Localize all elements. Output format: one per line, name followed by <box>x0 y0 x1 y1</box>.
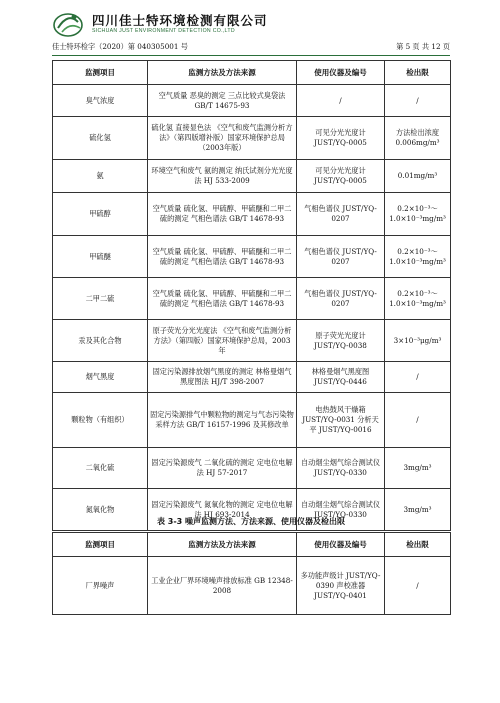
method-cell: 固定污染源排气中颗粒物的测定与气态污染物采样方法 GB/T 16157-1996 及其修改单 <box>148 393 297 448</box>
column-header: 监测项目 <box>53 61 148 85</box>
company-name: 四川佳士特环境检测有限公司 <box>92 13 268 28</box>
column-header: 使用仪器及编号 <box>297 61 385 85</box>
item-cell: 二氧化硫 <box>53 448 148 489</box>
table-row <box>53 278 451 320</box>
instrument-cell: 气相色谱仪 JUST/YQ-0207 <box>297 193 385 236</box>
limit-cell: 0.01mg/m³ <box>385 160 451 193</box>
method-cell: 空气质量 硫化氢、甲硫醇、甲硫醚和二甲二硫的测定 气相色谱法 GB/T 14678-93 <box>148 278 297 320</box>
method-cell: 工业企业厂界环境噪声排放标准 GB 12348-2008 <box>148 557 297 615</box>
method-cell: 固定污染源排放烟气黑度的测定 林格曼烟气黑度图法 HJ/T 398-2007 <box>148 362 297 393</box>
instrument-cell: 气相色谱仪 JUST/YQ-0207 <box>297 236 385 278</box>
limit-cell: / <box>385 393 451 448</box>
limit-cell: 0.2×10⁻³～1.0×10⁻³mg/m³ <box>385 236 451 278</box>
header-divider <box>52 55 450 56</box>
report-header <box>52 8 452 38</box>
column-header: 使用仪器及编号 <box>297 533 385 557</box>
item-cell: 氮氧化物 <box>53 489 148 531</box>
document-number: 佳士特环检字（2020）第 040305001 号 <box>52 42 188 51</box>
method-cell: 空气质量 硫化氢、甲硫醇、甲硫醚和二甲二硫的测定 气相色谱法 GB/T 14678-93 <box>148 236 297 278</box>
table-header-row <box>53 61 451 85</box>
item-cell: 汞及其化合物 <box>53 320 148 362</box>
instrument-cell: 林格曼烟气黑度图 JUST/YQ-0446 <box>297 362 385 393</box>
column-header: 监测方法及方法来源 <box>148 533 297 557</box>
limit-cell: 0.2×10⁻³～1.0×10⁻³mg/m³ <box>385 193 451 236</box>
instrument-cell: 可见分光光度计 JUST/YQ-0005 <box>297 117 385 160</box>
instrument-cell: 可见分光光度计 JUST/YQ-0005 <box>297 160 385 193</box>
table-row <box>53 393 451 448</box>
limit-cell: 3×10⁻³μg/m³ <box>385 320 451 362</box>
limit-cell: 3mg/m³ <box>385 489 451 531</box>
table-row <box>53 320 451 362</box>
column-header: 监测方法及方法来源 <box>148 61 297 85</box>
method-cell: 环境空气和废气 氨的测定 纳氏试剂分光光度法 HJ 533-2009 <box>148 160 297 193</box>
instrument-cell: 原子荧光光度计 JUST/YQ-0038 <box>297 320 385 362</box>
table-row <box>53 448 451 489</box>
table-row <box>53 193 451 236</box>
method-cell: 固定污染源废气 二氧化硫的测定 定电位电解法 HJ 57-2017 <box>148 448 297 489</box>
table-row <box>53 362 451 393</box>
table-row <box>53 85 451 117</box>
instrument-cell: 电热鼓风干燥箱 JUST/YQ-0031 分析天平 JUST/YQ-0016 <box>297 393 385 448</box>
column-header: 监测项目 <box>53 533 148 557</box>
company-logo-icon <box>52 8 84 38</box>
instrument-cell: 自动烟尘烟气综合测试仪 JUST/YQ-0330 <box>297 489 385 531</box>
method-cell: 空气质量 硫化氢、甲硫醇、甲硫醚和二甲二硫的测定 气相色谱法 GB/T 14678-93 <box>148 193 297 236</box>
limit-cell: 3mg/m³ <box>385 448 451 489</box>
noise-monitoring-table <box>52 532 451 615</box>
column-header: 检出限 <box>385 61 451 85</box>
monitoring-methods-table <box>52 60 451 531</box>
limit-cell: 0.2×10⁻³～1.0×10⁻³mg/m³ <box>385 278 451 320</box>
instrument-cell: 多功能声级计 JUST/YQ-0390 声校准器 JUST/YQ-0401 <box>297 557 385 615</box>
method-cell: 固定污染源废气 氮氧化物的测定 定电位电解法 HJ 693-2014 <box>148 489 297 531</box>
table-header-row <box>53 533 451 557</box>
table-row <box>53 117 451 160</box>
item-cell: 烟气黑度 <box>53 362 148 393</box>
method-cell: 空气质量 恶臭的测定 三点比较式臭袋法 GB/T 14675-93 <box>148 85 297 117</box>
item-cell: 臭气浓度 <box>53 85 148 117</box>
company-name-en: SICHUAN JUST ENVIRONMENT DETECTION CO.,LTD <box>92 28 235 34</box>
item-cell: 甲硫醚 <box>53 236 148 278</box>
instrument-cell: / <box>297 85 385 117</box>
doc-info-line <box>52 42 450 54</box>
limit-cell: / <box>385 557 451 615</box>
limit-cell: / <box>385 362 451 393</box>
item-cell: 甲硫醇 <box>53 193 148 236</box>
item-cell: 颗粒物（有组织） <box>53 393 148 448</box>
table-row <box>53 236 451 278</box>
item-cell: 硫化氢 <box>53 117 148 160</box>
instrument-cell: 气相色谱仪 JUST/YQ-0207 <box>297 278 385 320</box>
method-cell: 硫化氢 直接显色法 《空气和废气监测分析方法》（第四版增补版）国家环境保护总局（2003年版） <box>148 117 297 160</box>
column-header: 检出限 <box>385 533 451 557</box>
item-cell: 二甲二硫 <box>53 278 148 320</box>
table-row <box>53 160 451 193</box>
instrument-cell: 自动烟尘烟气综合测试仪 JUST/YQ-0330 <box>297 448 385 489</box>
item-cell: 厂界噪声 <box>53 557 148 615</box>
limit-cell: / <box>385 85 451 117</box>
page-number: 第 5 页 共 12 页 <box>396 42 450 51</box>
table-row <box>53 557 451 615</box>
table-caption: 表 3-3 噪声监测方法、方法来源、使用仪器及检出限 <box>156 517 346 526</box>
limit-cell: 方法检出浓度 0.006mg/m³ <box>385 117 451 160</box>
item-cell: 氨 <box>53 160 148 193</box>
method-cell: 原子荧光分光光度法 《空气和废气监测分析方法》（第四版）国家环境保护总局，2003年 <box>148 320 297 362</box>
